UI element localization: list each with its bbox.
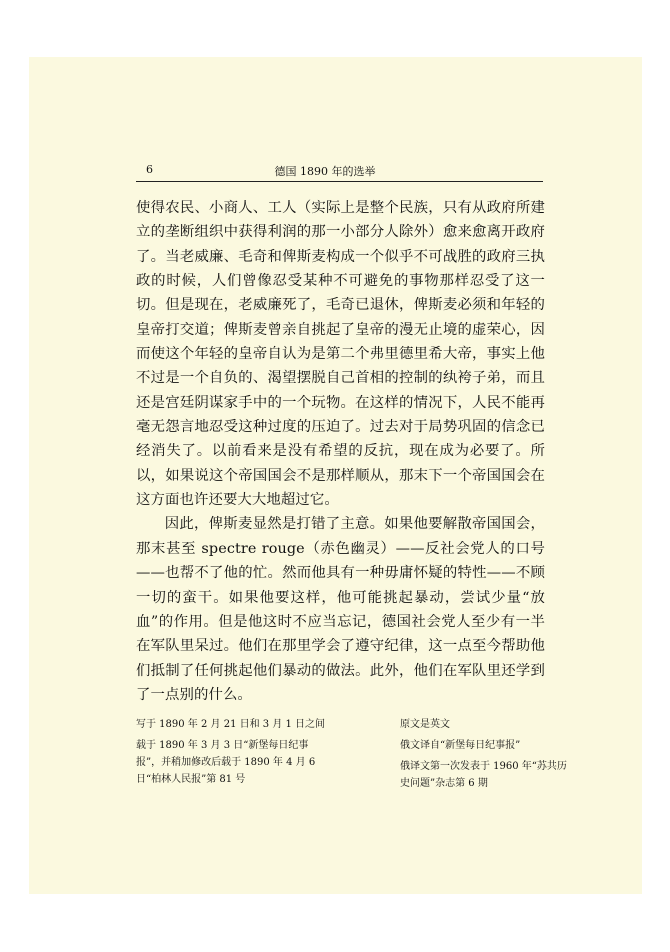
note-publication: 载于 1890 年 3 月 3 日“新堡每日纪事报”，并稍加修改后载于 1890 年 4 月 6 日“柏林人民报”第 81 号: [136, 740, 316, 785]
source-notes-right: [400, 716, 570, 796]
note-original-language: 原文是英文: [400, 719, 450, 730]
header-rule: [136, 181, 543, 182]
source-notes-left: [136, 716, 326, 792]
main-text: [136, 196, 545, 707]
running-title: 德国 1890 年的选举: [274, 165, 376, 178]
paragraph: 使得农民、小商人、工人（实际上是整个民族，只有从政府所建立的垄断组织中获得利润的那一小部分人除外）愈来愈离开政府了。当老威廉、毛奇和俾斯麦构成一个似乎不可战胜的政府三执政的时候，人们曾像忍受某种不可避免的事物那样忍受了这一切。但是现在，老威廉死了，毛奇已退休，俾斯麦必须和年轻的皇帝打交道；俾斯麦曾亲自挑起了皇帝的漫无止境的虚荣心，因而使这个年轻的皇帝自认为是第二个弗里德里希大帝，事实上他不过是一个自负的、渴望摆脱自己首相的控制的纨袴子弟，而且还是宫廷阴谋家手中的一个玩物。在这样的情况下，人民不能再毫无怨言地忍受这种过度的压迫了。过去对于局势巩固的信念已经消失了。以前看来是没有希望的反抗，现在成为必要了。所以，如果说这个帝国国会不是那样顺从，那末下一个帝国国会在这方面也许还要大大地超过它。: [136, 200, 545, 509]
paragraph: 因此，俾斯麦显然是打错了主意。如果他要解散帝国国会，那末甚至 spectre rouge（赤色幽灵）——反社会党人的口号——也帮不了他的忙。然而他具有一种毋庸怀疑的特性——不顾一切的蛮干。如果他要这样，他可能挑起暴动，尝试少量“放血”的作用。但是他这时不应当忘记，德国社会党人至少有一半在军队里呆过。他们在那里学会了遵守纪律，这一点至今帮助他们抵制了任何挑起他们暴动的做法。此外，他们在军队里还学到了一点别的什么。: [136, 516, 545, 703]
page-header: [108, 163, 542, 181]
note-written-date: 写于 1890 年 2 月 21 日和 3 月 1 日之间: [136, 719, 326, 730]
note-first-published: 俄译文第一次发表于 1960 年“苏共历史问题”杂志第 6 期: [400, 761, 567, 789]
note-translation-source: 俄文译自“新堡每日纪事报”: [400, 740, 521, 751]
page-number: 6: [146, 163, 153, 176]
